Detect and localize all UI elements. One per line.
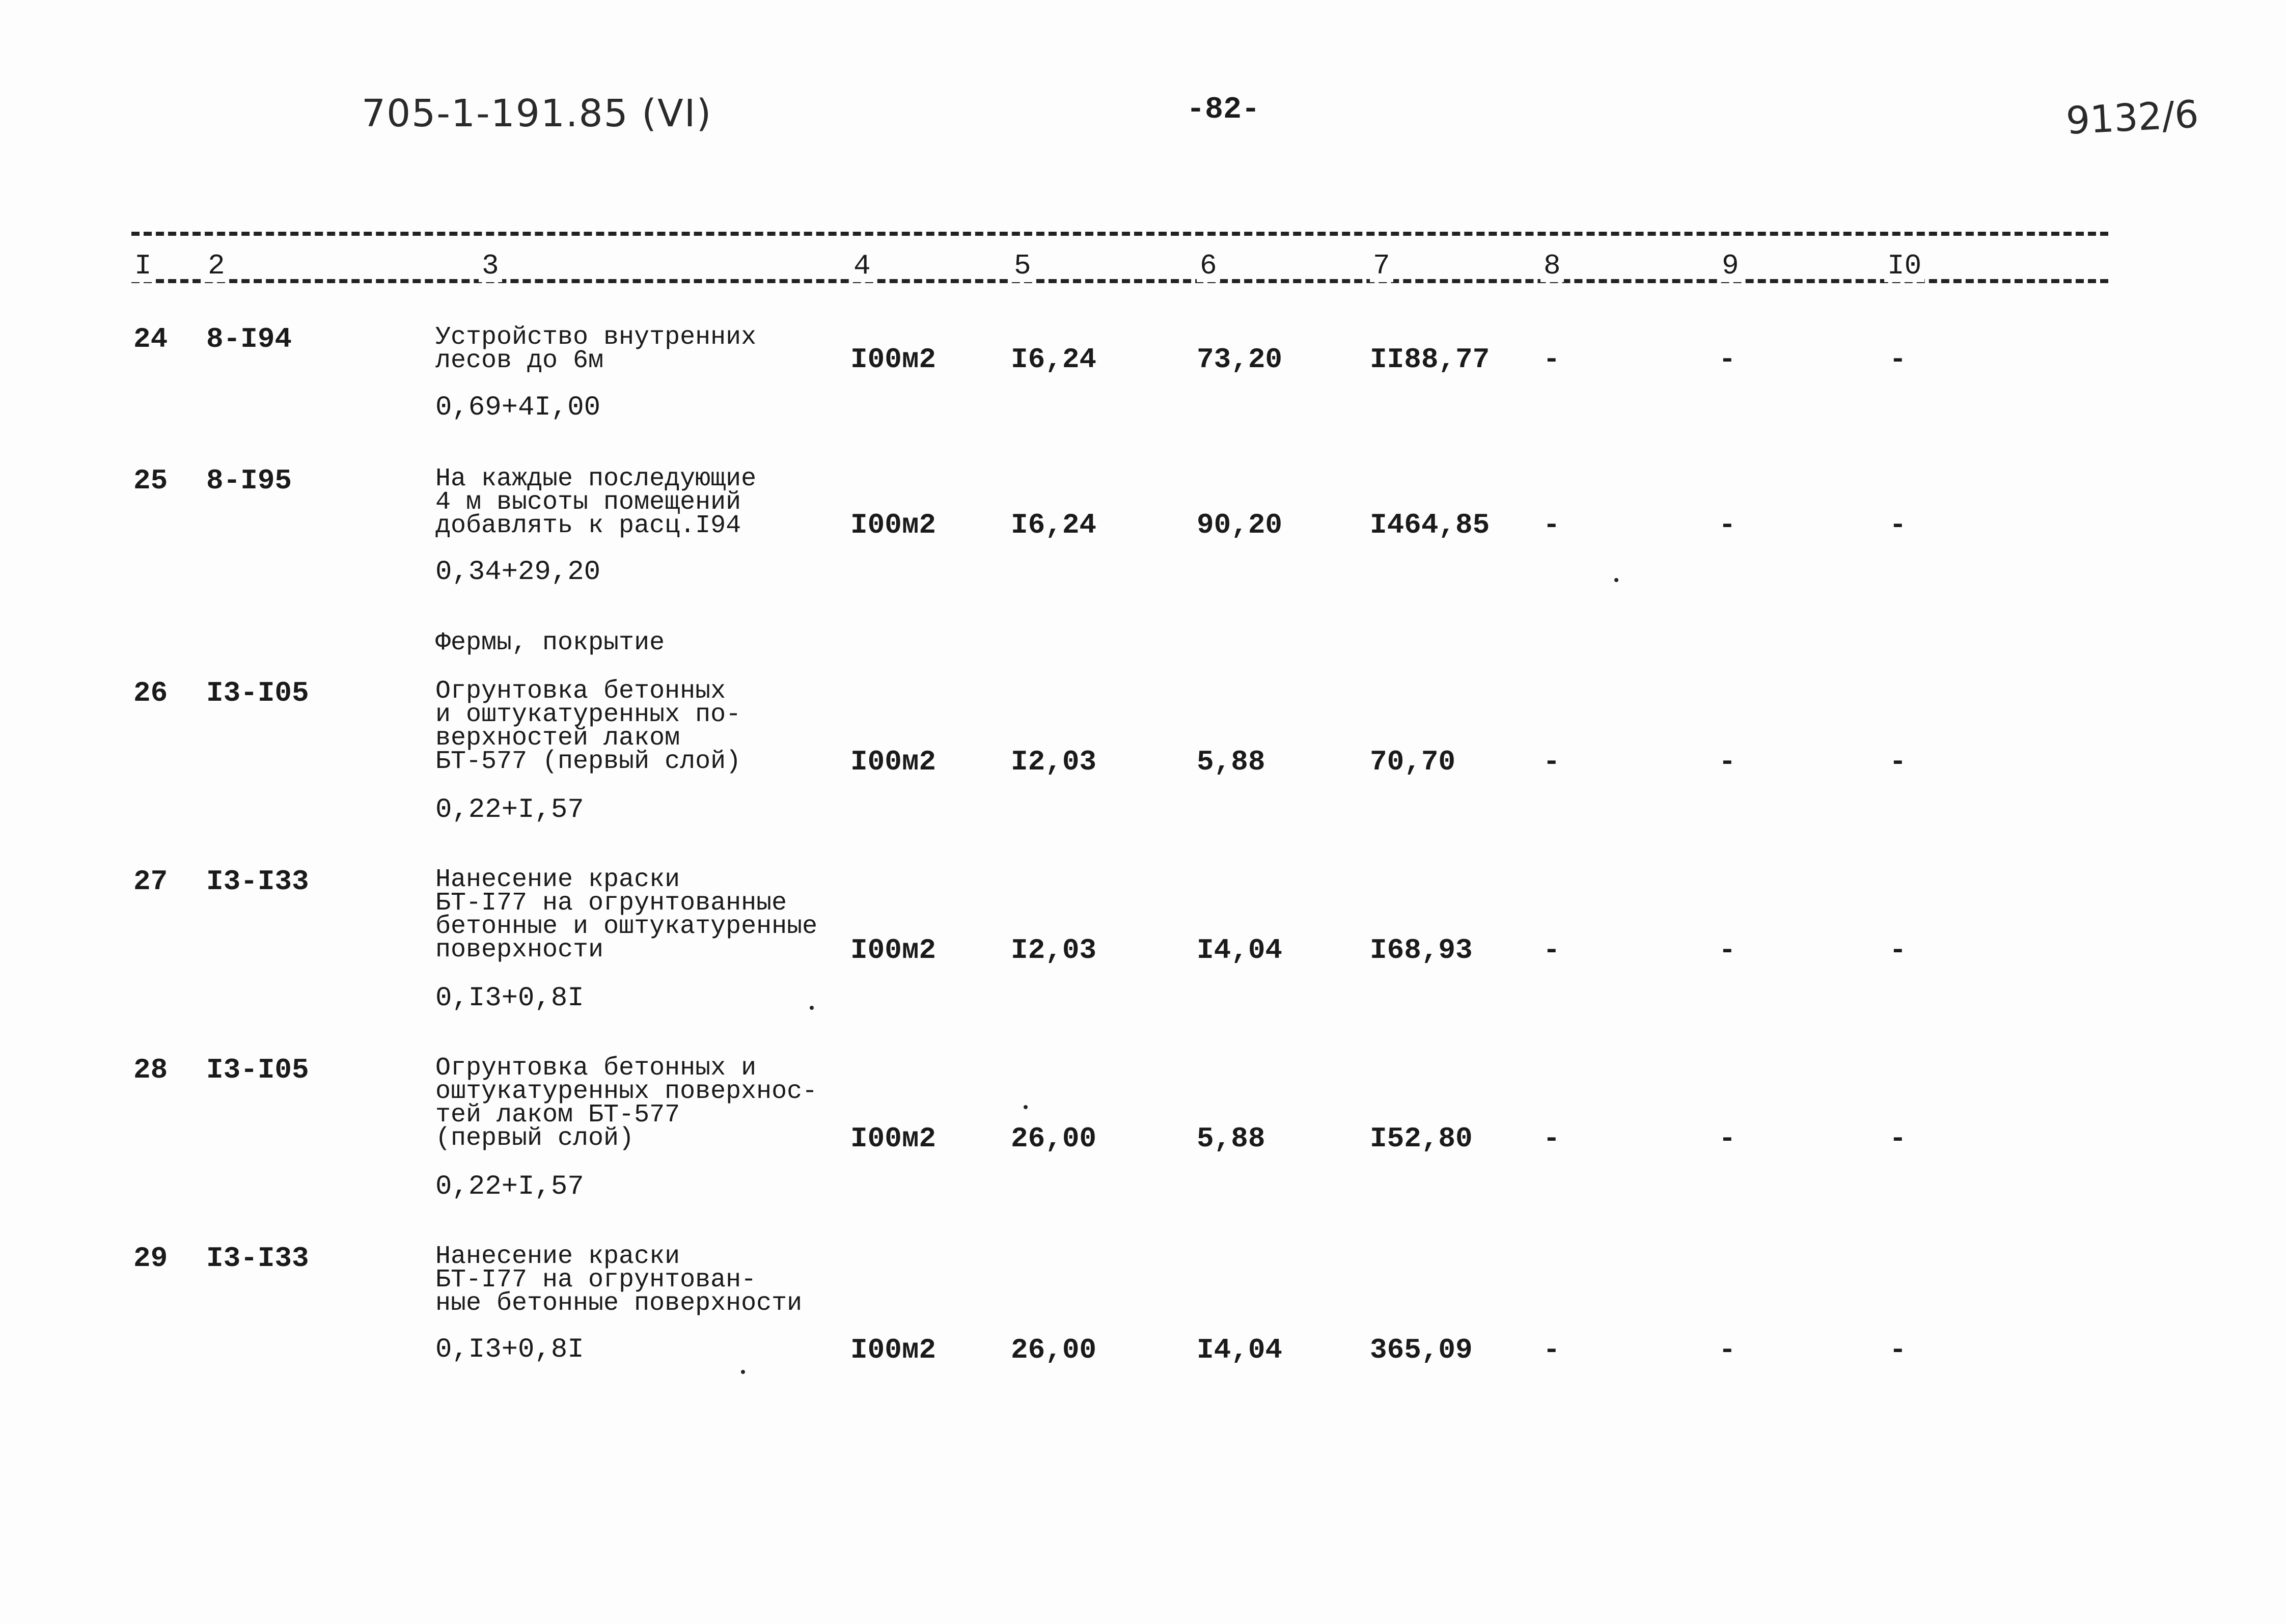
page-number: -82- xyxy=(1187,93,1260,127)
quantity: I6,24 xyxy=(1011,343,1097,376)
column-number-8: 8 xyxy=(1540,250,1564,282)
unit-price: 73,20 xyxy=(1197,343,1283,376)
col10-value: - xyxy=(1889,343,1907,376)
scan-speck xyxy=(1614,578,1618,582)
unit-price: I4,04 xyxy=(1197,1334,1283,1366)
work-description: Устройство внутренних лесов до 6м xyxy=(435,323,757,375)
work-description: Огрунтовка бетонных и оштукатуренных поверхнос- тей лаком БТ-577 (первый слой) xyxy=(435,1054,818,1153)
col10-value: - xyxy=(1889,746,1907,778)
formula: 0,69+4I,00 xyxy=(435,392,601,423)
row-number: 25 xyxy=(133,464,168,497)
quantity: 26,00 xyxy=(1011,1122,1097,1155)
formula: 0,22+I,57 xyxy=(435,794,584,825)
col9-value: - xyxy=(1719,1122,1736,1155)
scan-speck xyxy=(741,1370,745,1374)
total-cost: 365,09 xyxy=(1370,1334,1473,1366)
unit: I00м2 xyxy=(850,509,937,541)
rate-code: I3-I05 xyxy=(206,1054,309,1086)
column-number-4: 4 xyxy=(850,250,874,282)
col8-value: - xyxy=(1543,934,1560,967)
col8-value: - xyxy=(1543,343,1560,376)
work-description: Огрунтовка бетонных и оштукатуренных по- верхностей лаком БТ-577 (первый слой) xyxy=(435,677,741,776)
col8-value: - xyxy=(1543,746,1560,778)
col9-value: - xyxy=(1719,1334,1736,1366)
col8-value: - xyxy=(1543,1122,1560,1155)
col10-value: - xyxy=(1889,934,1907,967)
formula: 0,I3+0,8I xyxy=(435,983,584,1014)
unit-price: 5,88 xyxy=(1197,1122,1265,1155)
row-number: 24 xyxy=(133,323,168,355)
row-number: 28 xyxy=(133,1054,168,1086)
table-header-rule xyxy=(131,279,2108,283)
unit: I00м2 xyxy=(850,1122,937,1155)
rate-code: I3-I33 xyxy=(206,1242,309,1275)
unit: I00м2 xyxy=(850,343,937,376)
column-number-5: 5 xyxy=(1011,250,1034,282)
formula: 0,22+I,57 xyxy=(435,1171,584,1202)
unit: I00м2 xyxy=(850,746,937,778)
column-number-1: I xyxy=(131,250,155,282)
row-number: 29 xyxy=(133,1242,168,1275)
col10-value: - xyxy=(1889,1122,1907,1155)
formula: 0,I3+0,8I xyxy=(435,1334,584,1365)
unit-price: 5,88 xyxy=(1197,746,1265,778)
unit: I00м2 xyxy=(850,1334,937,1366)
table-top-rule xyxy=(131,232,2108,236)
scan-speck xyxy=(1024,1105,1028,1109)
quantity: I2,03 xyxy=(1011,934,1097,967)
col8-value: - xyxy=(1543,1334,1560,1366)
rate-code: I3-I33 xyxy=(206,865,309,898)
total-cost: I464,85 xyxy=(1370,509,1490,541)
quantity: 26,00 xyxy=(1011,1334,1097,1366)
unit: I00м2 xyxy=(850,934,937,967)
quantity: I2,03 xyxy=(1011,746,1097,778)
column-number-6: 6 xyxy=(1197,250,1220,282)
row-number: 26 xyxy=(133,677,168,709)
col10-value: - xyxy=(1889,509,1907,541)
col9-value: - xyxy=(1719,343,1736,376)
scan-speck xyxy=(810,1006,814,1010)
work-description: Нанесение краски БТ-I77 на огрунтован- ные бетонные поверхности xyxy=(435,1242,803,1318)
work-description: Нанесение краски БТ-I77 на огрунтованные бетонные и оштукатуренные поверхности xyxy=(435,865,818,965)
document-code: 705-1-191.85 (VI) xyxy=(362,92,712,135)
total-cost: II88,77 xyxy=(1370,343,1490,376)
sheet-code: 9132/6 xyxy=(2065,92,2200,143)
section-title: Фермы, покрытие xyxy=(435,628,665,657)
col9-value: - xyxy=(1719,509,1736,541)
row-number: 27 xyxy=(133,865,168,898)
column-number-3: 3 xyxy=(479,250,502,282)
work-description: На каждые последующие 4 м высоты помещений добавлять к расц.I94 xyxy=(435,464,757,540)
column-number-7: 7 xyxy=(1370,250,1393,282)
quantity: I6,24 xyxy=(1011,509,1097,541)
col10-value: - xyxy=(1889,1334,1907,1366)
col9-value: - xyxy=(1719,746,1736,778)
total-cost: 70,70 xyxy=(1370,746,1456,778)
col9-value: - xyxy=(1719,934,1736,967)
column-number-10: I0 xyxy=(1884,250,1924,282)
col8-value: - xyxy=(1543,509,1560,541)
rate-code: I3-I05 xyxy=(206,677,309,709)
total-cost: I68,93 xyxy=(1370,934,1473,967)
column-number-2: 2 xyxy=(205,250,228,282)
total-cost: I52,80 xyxy=(1370,1122,1473,1155)
unit-price: I4,04 xyxy=(1197,934,1283,967)
unit-price: 90,20 xyxy=(1197,509,1283,541)
rate-code: 8-I94 xyxy=(206,323,292,355)
column-number-9: 9 xyxy=(1719,250,1742,282)
formula: 0,34+29,20 xyxy=(435,557,601,588)
rate-code: 8-I95 xyxy=(206,464,292,497)
